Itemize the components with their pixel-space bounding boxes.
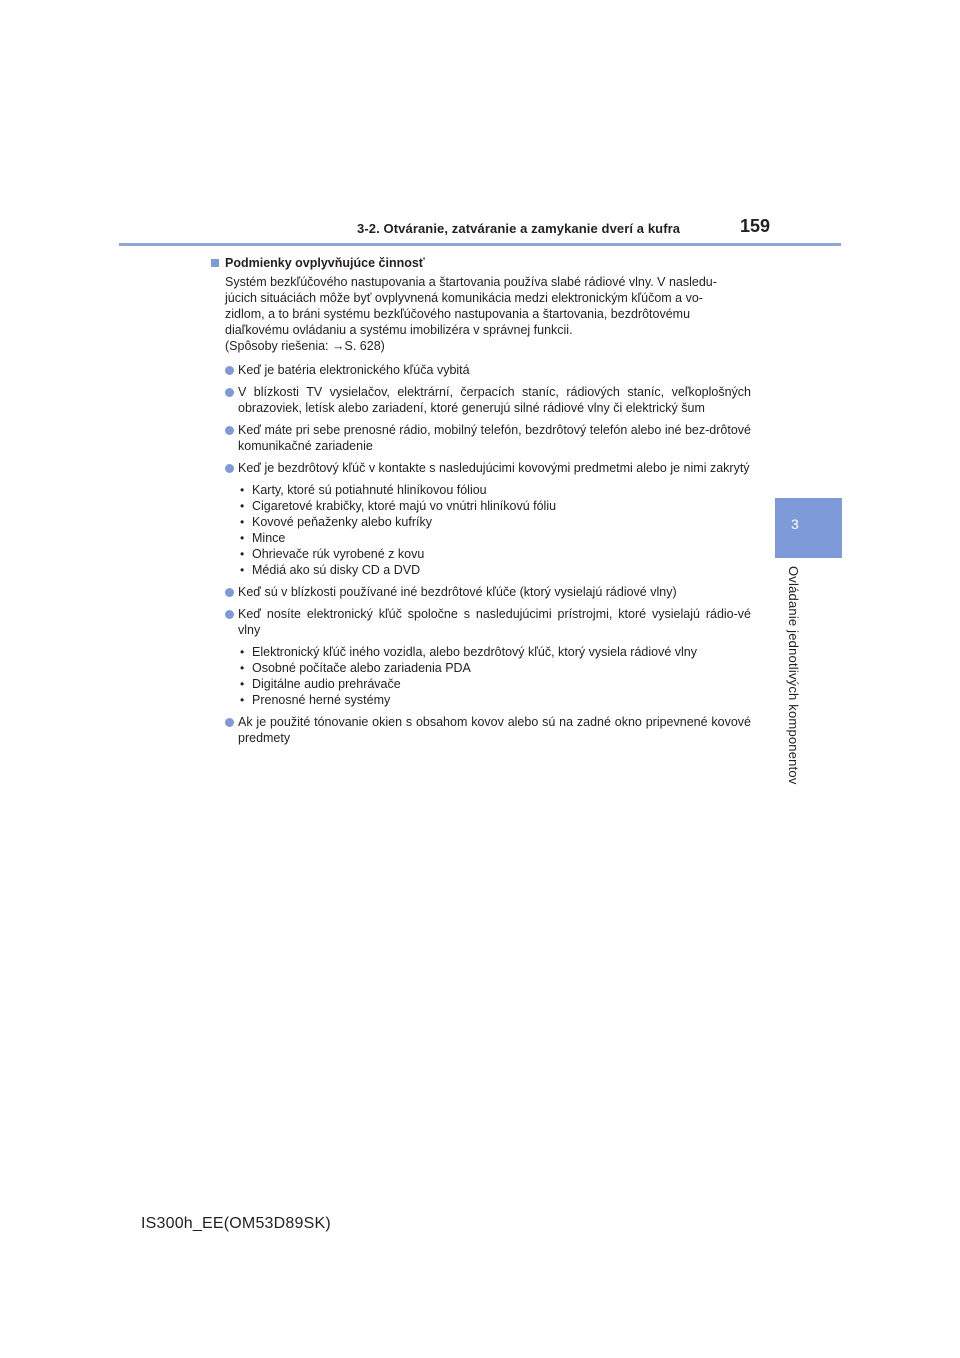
circle-bullet-icon <box>225 388 234 397</box>
bullet-item <box>211 584 751 600</box>
circle-bullet-icon <box>225 464 234 473</box>
intro-line: diaľkovému ovládaniu a systému imobilizéra v správnej funkcii. <box>225 323 573 337</box>
sub-item <box>238 562 751 578</box>
bullet-text: Ak je použité tónovanie okien s obsahom kovov alebo sú na zadné okno pripevnené kovové predmety <box>238 715 751 745</box>
bullet-text: V blízkosti TV vysielačov, elektrární, čerpacích staníc, rádiových staníc, veľkoplošných obrazoviek, letísk alebo zariadení, ktoré generujú silné rádiové vlny či elektrický šum <box>238 385 751 415</box>
section-heading <box>211 255 751 271</box>
chapter-title: Ovládanie jednotlivých komponentov <box>786 566 801 785</box>
bullet-item <box>211 384 751 416</box>
bullet-text: Keď máte pri sebe prenosné rádio, mobilný telefón, bezdrôtový telefón alebo iné bez-drôtové komunikačné zariadenie <box>238 423 751 453</box>
sub-item-text: Digitálne audio prehrávače <box>252 677 401 691</box>
bullet-text: Keď nosíte elektronický kľúč spoločne s nasledujúcimi prístrojmi, ktoré vysielajú rádio-vé vlny <box>238 607 751 637</box>
dot-icon: • <box>240 483 245 497</box>
page-number: 159 <box>740 216 771 236</box>
sub-item <box>238 514 751 530</box>
chapter-number: 3 <box>791 516 799 532</box>
sub-item <box>238 498 751 514</box>
sub-item-text: Ohrievače rúk vyrobené z kovu <box>252 547 425 561</box>
bullet-item <box>211 714 751 746</box>
dot-icon: • <box>240 661 245 675</box>
circle-bullet-icon <box>225 426 234 435</box>
dot-icon: • <box>240 677 245 691</box>
sub-item-text: Kovové peňaženky alebo kufríky <box>252 515 432 529</box>
header-section-title: 3-2. Otváranie, zatváranie a zamykanie dverí a kufra <box>357 221 681 236</box>
sub-item-text: Elektronický kľúč iného vozidla, alebo bezdrôtový kľúč, ktorý vysiela rádiové vlny <box>252 645 697 659</box>
dot-icon: • <box>240 645 245 659</box>
intro-line: Systém bezkľúčového nastupovania a štartovania používa slabé rádiové vlny. V nasledu- <box>225 275 717 289</box>
bullet-item <box>211 362 751 378</box>
sub-item-text: Mince <box>252 531 286 545</box>
dot-icon: • <box>240 499 245 513</box>
bullet-text: Keď je bezdrôtový kľúč v kontakte s nasledujúcimi kovovými predmetmi alebo je nimi zakrytý <box>238 461 750 475</box>
sub-list <box>211 644 751 708</box>
intro-line: (Spôsoby riešenia: →S. 628) <box>225 339 385 353</box>
sub-item <box>238 530 751 546</box>
bullet-item <box>211 460 751 476</box>
sub-item-text: Prenosné herné systémy <box>252 693 391 707</box>
sub-item-text: Karty, ktoré sú potiahnuté hliníkovou fóliou <box>252 483 487 497</box>
sub-item-text: Cigaretové krabičky, ktoré majú vo vnútri hliníkovú fóliu <box>252 499 557 513</box>
circle-bullet-icon <box>225 718 234 727</box>
circle-bullet-icon <box>225 610 234 619</box>
dot-icon: • <box>240 547 245 561</box>
dot-icon: • <box>240 531 245 545</box>
dot-icon: • <box>240 693 245 707</box>
sub-item-text: Osobné počítače alebo zariadenia PDA <box>252 661 471 675</box>
chapter-tab <box>775 498 842 558</box>
sub-item <box>238 676 751 692</box>
page-content <box>211 255 751 752</box>
sub-item <box>238 482 751 498</box>
intro-line: júcich situáciách môže byť ovplyvnená komunikácia medzi elektronickým kľúčom a vo- <box>225 291 703 305</box>
dot-icon: • <box>240 563 245 577</box>
circle-bullet-icon <box>225 588 234 597</box>
dot-icon: • <box>240 515 245 529</box>
section-intro <box>211 274 751 354</box>
sub-item <box>238 546 751 562</box>
sub-item-text: Médiá ako sú disky CD a DVD <box>252 563 421 577</box>
circle-bullet-icon <box>225 366 234 375</box>
bullet-text: Keď sú v blízkosti používané iné bezdrôtové kľúče (ktorý vysielajú rádiové vlny) <box>238 585 677 599</box>
document-code: IS300h_EE(OM53D89SK) <box>141 1215 331 1232</box>
bullet-text: Keď je batéria elektronického kľúča vybitá <box>238 363 470 377</box>
square-bullet-icon <box>211 259 219 267</box>
sub-item <box>238 644 751 660</box>
intro-line: zidlom, a to bráni systému bezkľúčového nastupovania a štartovania, bezdrôtovému <box>225 307 691 321</box>
sub-list <box>211 482 751 578</box>
sub-item <box>238 692 751 708</box>
bullet-item <box>211 422 751 454</box>
bullet-item <box>211 606 751 638</box>
header-rule <box>119 243 841 246</box>
section-heading-text: Podmienky ovplyvňujúce činnosť <box>225 256 425 270</box>
sub-item <box>238 660 751 676</box>
